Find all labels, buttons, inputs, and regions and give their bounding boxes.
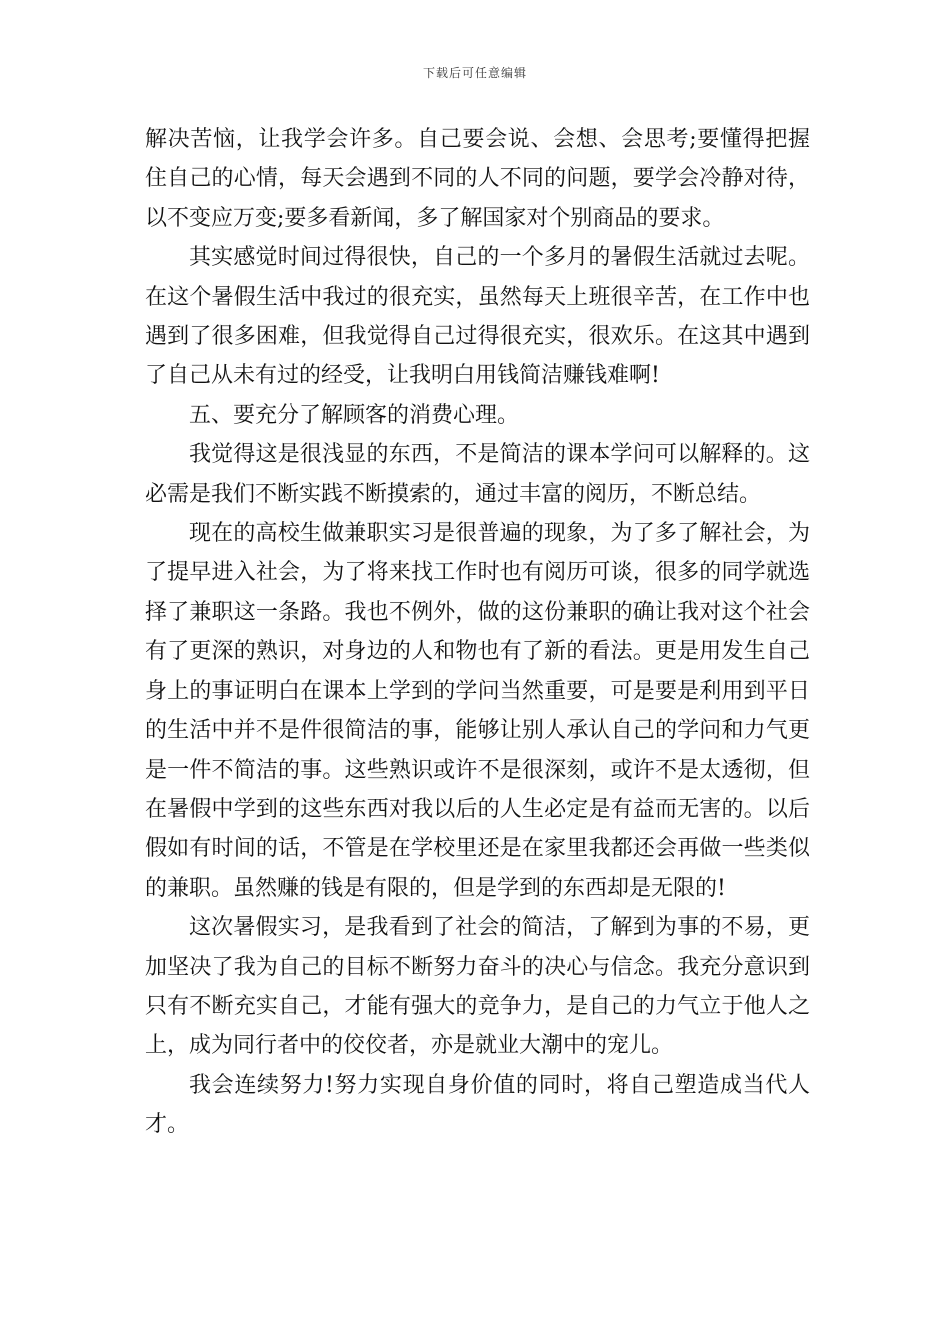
header-note: 下载后可任意编辑 [422,66,527,80]
paragraph-4: 现在的高校生做兼职实习是很普遍的现象，为了多了解社会，为了提早进入社会，为了将来找工作时也有阅历可谈，很多的同学就选择了兼职这一条路。我也不例外，做的这份兼职的确让我对这个社会有了更深的熟识，对身边的人和物也有了新的看法。更是用发生自己身上的事证明白在课本上学到的学问当然重要，可是要是利用到平日的生活中并不是件很简洁的事，能够让别人承认自己的学问和力气更是一件不简洁的事。这些熟识或许不是很深刻，或许不是太透彻，但在暑假中学到的这些东西对我以后的人生必定是有益而无害的。以后假如有时间的话，不管是在学校里还是在家里我都还会再做一些类似的兼职。虽然赚的钱是有限的，但是学到的东西却是无限的! [145,521,810,901]
section-heading-5: 五、要充分了解顾客的消费心理。 [189,402,520,428]
paragraph-3: 我觉得这是很浅显的东西，不是简洁的课本学问可以解释的。这必需是我们不断实践不断摸索的，通过丰富的阅历，不断总结。 [145,442,810,507]
document-body [145,120,810,1145]
paragraph-6: 我会连续努力!努力实现自身价值的同时，将自己塑造成当代人才。 [145,1072,810,1138]
paragraph-1: 解决苦恼，让我学会许多。自己要会说、会想、会思考;要懂得把握住自己的心情，每天会遇到不同的人不同的问题，要学会冷静对待，以不变应万变;要多看新闻，多了解国家对个别商品的要求。 [145,127,810,231]
paragraph-2: 其实感觉时间过得很快，自己的一个多月的暑假生活就过去呢。在这个暑假生活中我过的很充实，虽然每天上班很辛苦，在工作中也遇到了很多困难，但我觉得自己过得很充实，很欢乐。在这其中遇到了自己从未有过的经受，让我明白用钱简洁赚钱难啊! [145,245,810,389]
paragraph-5: 这次暑假实习，是我看到了社会的简洁，了解到为事的不易，更加坚决了我为自己的目标不断努力奋斗的决心与信念。我充分意识到只有不断充实自己，才能有强大的竞争力，是自己的力气立于他人之上，成为同行者中的佼佼者，亦是就业大潮中的宠儿。 [145,915,810,1059]
